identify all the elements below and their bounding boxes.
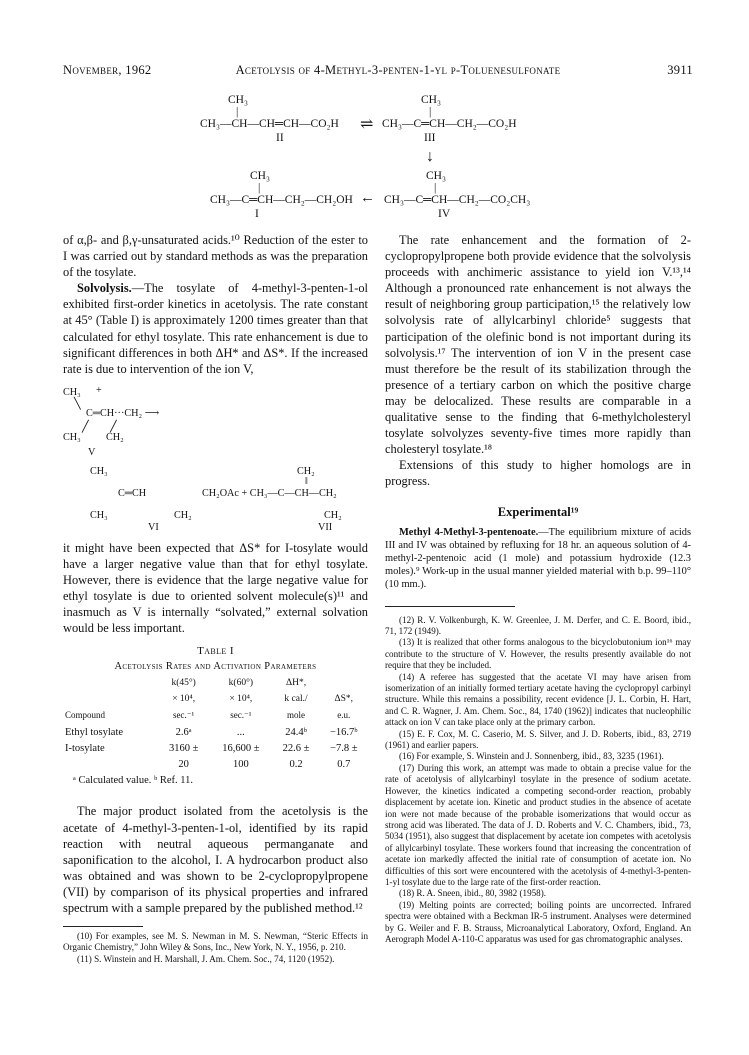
table-header-cell: ΔS*, xyxy=(334,693,354,704)
table-title: Table I xyxy=(197,644,234,657)
ionV-ch2: CH₂ xyxy=(106,432,124,443)
footnote-19: (19) Melting points are corrected; boiling points are uncorrected. Infrared spectra were obtained with a Beckman IR-5 instrument. Analyses were determined by G. Weiler and F. B. Strauss, Microanalytical Laboratory, Oxford, England. An Aerograph Model A-110-C apparatus was used for gas chromatographic analyses. xyxy=(385,899,691,944)
right-paragraph-2: Extensions of this study to higher homologs are in progress. xyxy=(385,458,691,489)
table-cell: −16.7ᵇ xyxy=(330,727,358,739)
bond-line: ╲ xyxy=(74,398,81,410)
II-methyl: CH₃ xyxy=(228,94,248,106)
footnote-18: (18) R. A. Sneen, ibid., 80, 3982 (1958). xyxy=(399,888,547,899)
footnote-10: (10) For examples, see M. S. Newman in M. S. Newman, “Steric Effects in Organic Chemistry,” John Wiley & Sons, Inc., New York, N. Y., 1956, p. 210. xyxy=(63,931,368,953)
footnote-17: (17) During this work, an attempt was made to obtain a precise value for the rate of acetolysis of allylcarbinyl tosylate in the presence of sodium acetate. However, the kinetics indicated a competing second-order reaction, probably displacement by acetate ion. Kinetic and product studies in the absence of acetate ion were not made because of the probable isomerizations that would occur as strong acid was liberated. The data of J. D. Roberts and V. C. Chambers, ibid., 73, 5034 (1951), also suggest that displacement by acetate ion competes with acetolysis of allylcarbinyl tosylate. These workers found that increasing the concentration of acetate ion markedly affected the initial rate of consumption of acetate ion. No difficulties of this sort were encountered with the acetolysis of 4-methyl-3-penten-1-yl tosylate due to the large rate of the first-order reaction. xyxy=(385,762,691,887)
experimental-paragraph xyxy=(385,526,691,592)
compound-III-chain: CH₃—C═CH—CH₂—CO₂H xyxy=(382,118,517,130)
VI-ch3-b: CH₃ xyxy=(90,510,108,521)
VI-VII-main: CH₂OAc + CH₃—C—CH—CH₂ xyxy=(202,488,337,499)
table-cell: 16,600 ± xyxy=(222,743,260,755)
III-methyl: CH₃ xyxy=(421,94,441,106)
table-I xyxy=(63,643,368,790)
right-column xyxy=(385,232,691,945)
table-cell xyxy=(63,757,158,773)
compound-II-chain: CH₃—CH—CH═CH—CO₂H xyxy=(200,118,339,130)
table-row xyxy=(63,725,368,741)
compound-I-label: I xyxy=(255,208,259,220)
footnote-12: (12) R. V. Volkenburgh, K. W. Greenlee, J. M. Derfer, and C. E. Boord, ibid., 71, 172 (1949). xyxy=(385,614,691,637)
header-date: November, 1962 xyxy=(63,63,152,77)
compound-IV-label: IV xyxy=(438,208,451,220)
left-column xyxy=(63,232,368,377)
table-footnote: ᵃ Calculated value. ᵇ Ref. 11. xyxy=(73,775,194,787)
bond-line: ╱ xyxy=(82,421,89,433)
ionV-ch3-a: CH₃ xyxy=(63,387,81,398)
table-header-row xyxy=(63,707,368,723)
IV-methyl: CH₃ xyxy=(426,170,446,182)
table-cell: 100 xyxy=(232,759,249,771)
compound-II-label: II xyxy=(276,132,284,144)
table-header-cell: mole xyxy=(287,709,306,720)
footnote-15: (15) E. F. Cox, M. C. Caserio, M. S. Silver, and J. D. Roberts, ibid., 83, 2719 (1961) and earlier papers. xyxy=(385,728,691,751)
table-cell: 3160 ± xyxy=(168,743,199,755)
reduction-arrow: ← xyxy=(360,190,375,206)
table-header-cell: × 10⁴, xyxy=(172,693,196,704)
table-header-cell: k(45°) xyxy=(171,677,196,688)
footnote-16: (16) For example, S. Winstein and J. Sonnenberg, ibid., 83, 3235 (1961). xyxy=(399,751,664,762)
VII-ch2-ring: CH₂ xyxy=(324,510,342,521)
left-column-lower xyxy=(63,540,368,965)
experimental-text: —The equilibrium mixture of acids III and IV was obtained by refluxing for 18 hr. an aqueous solution of 4-methyl-2-pentenoic acid (1 mole) and potassium hydroxide (12.3 moles).⁹ Work-up in the usual manner yielded material with b.p. 99–110° (10 mm.). xyxy=(385,526,691,591)
table-cell: 0.7 xyxy=(337,759,351,771)
reaction-scheme xyxy=(170,92,590,222)
table-header-cell: Compound xyxy=(65,709,106,720)
bond-line: | xyxy=(434,182,437,194)
VII-ch2-top: CH₂ xyxy=(297,466,315,477)
ionV-center: C═CH···CH₂ ⟶ xyxy=(86,408,160,419)
table-cell: 20 xyxy=(178,759,189,771)
left-paragraph-3: it might have been expected that ΔS* for I-tosylate would have a larger negative value than that for ethyl tosylate. However, there is evidence that the large negative value for ethyl tosylate is due to oriented solvent molecule(s)¹¹ and inasmuch as V is internally “solvated,” external solvation would be less important. xyxy=(63,541,368,636)
table-cell: ... xyxy=(236,727,245,739)
footnote-rule xyxy=(63,926,143,927)
table-header-cell xyxy=(63,691,158,707)
header-title: Acetolysis of 4-Methyl-3-penten-1-yl p-Toluenesulfonate xyxy=(235,63,561,77)
I-methyl: CH₃ xyxy=(250,170,270,182)
table-header-cell: e.u. xyxy=(337,709,351,720)
table-header-cell: sec.⁻¹ xyxy=(230,709,252,720)
solvolysis-text: —The tosylate of 4-methyl-3-penten-1-ol exhibited first-order kinetics in acetolysis. The rate constant at 45° (Table I) is approximately 1200 times greater than that calculated for ethyl tosylate. This rate enhancement is due to significant differences in both ΔH* and ΔS*. If the increased rate is due to intervention of the ion V, xyxy=(63,281,368,376)
compound-VII-label: VII xyxy=(318,522,333,533)
bond-line: ‖ xyxy=(305,476,308,487)
table-header-cell: sec.⁻¹ xyxy=(173,709,195,720)
table-header-row xyxy=(63,691,368,707)
VI-ch3-a: CH₃ xyxy=(90,466,108,477)
experimental-heading: Experimental¹⁹ xyxy=(497,504,579,519)
table-header-row xyxy=(63,675,368,691)
running-header xyxy=(63,63,693,81)
down-arrow: ↓ xyxy=(426,148,434,165)
table-row xyxy=(63,741,368,757)
VI-ch2: CH₂ xyxy=(174,510,192,521)
footnote-14: (14) A referee has suggested that the acetate VI may have arisen from isomerization of an initially formed tertiary acetate having the cyclopropyl carbinyl structure. While this remains a possibility, recent evidence [J. L. Corbin, H. Hart, and C. R. Wagner, J. Am. Chem. Soc., 84, 1740 (1962)] indicates that nucleophilic attack on ion V can take place only at the primary carbon. xyxy=(385,671,691,728)
ionV-plus: + xyxy=(96,385,102,396)
compound-IV-chain: CH₃—C═CH—CH₂—CO₂CH₃ xyxy=(384,194,531,206)
table-header-cell: k(60°) xyxy=(228,677,254,688)
right-paragraph-1: The rate enhancement and the formation of 2-cyclopropylpropene both provide evidence that the solvolysis proceeds with anchimeric assistance to yield ion V.¹³,¹⁴ Although a pronounced rate enhancement is not always the result of neighboring group participation,¹⁵ the relatively low solvolysis rate of allylcarbinyl chloride⁵ suggests that participation of the olefinic bond is not important during its solvolysis.¹⁷ The intervention of ion V in the present case must therefore be the result of its stabilization through the presence of a tertiary carbon on which the positive charge may be delocalized. These results are comparable in a qualitative sense to the finding that 6-methylcholesteryl tosylate solvolyzes seventy-five times more rapidly than cholesteryl tosylate.¹⁸ xyxy=(385,233,691,457)
left-paragraph-4: The major product isolated from the acetolysis is the acetate of 4-methyl-3-penten-1-ol, identified by its rapid reaction with neutral aqueous permanganate and saponification to the alcohol, I. A hydrocarbon product also was obtained and was shown to be 2-cyclopropylpropene (VII) by comparison of its physical properties and infrared spectrum with a sample prepared by the published method.¹² xyxy=(63,804,368,915)
table-header-cell xyxy=(63,675,158,691)
table-subtitle: Acetolysis Rates and Activation Parameters xyxy=(114,660,317,672)
footnote-11: (11) S. Winstein and H. Marshall, J. Am. Chem. Soc., 74, 1120 (1952). xyxy=(77,953,335,964)
solvolysis-heading: Solvolysis. xyxy=(77,281,132,296)
footnote-rule xyxy=(385,606,515,607)
left-paragraph-1: of α,β- and β,γ-unsaturated acids.¹⁰ Reduction of the ester to I was carried out by standard methods as was the preparation of the tosylate. xyxy=(63,233,368,280)
table-header-cell: ΔH*, xyxy=(285,677,307,688)
table-cell: 24.4ᵇ xyxy=(285,727,307,739)
table-row xyxy=(63,757,368,773)
ionV-ch3-b: CH₃ xyxy=(63,432,81,443)
table-I-grid xyxy=(63,675,368,774)
table-header-cell: k cal./ xyxy=(284,693,308,704)
table-cell: I-tosylate xyxy=(65,743,105,755)
page-number: 3911 xyxy=(667,63,693,77)
VI-c-ch: C═CH xyxy=(118,488,147,499)
table-cell: 0.2 xyxy=(289,759,303,771)
bond-line: | xyxy=(429,106,432,118)
bond-line: | xyxy=(236,106,239,118)
table-cell: 2.6ᵃ xyxy=(175,727,192,739)
table-cell: 22.6 ± xyxy=(282,743,310,755)
table-cell: Ethyl tosylate xyxy=(65,727,124,739)
experimental-subhead: Methyl 4-Methyl-3-pentenoate. xyxy=(399,526,539,538)
compound-I-chain: CH₃—C═CH—CH₂—CH₂OH xyxy=(210,194,353,206)
table-cell: −7.8 ± xyxy=(330,743,358,755)
compound-III-label: III xyxy=(424,132,436,144)
bond-line: ╱ xyxy=(110,421,117,433)
table-header-cell: × 10⁴, xyxy=(229,693,253,704)
ionV-label: V xyxy=(88,447,96,458)
table-header-cell xyxy=(320,675,368,691)
bond-line: | xyxy=(258,182,261,194)
equilibrium-arrow: ⇌ xyxy=(360,116,374,133)
solvolysis-paragraph xyxy=(63,280,368,377)
compound-VI-label: VI xyxy=(148,522,159,533)
footnote-13: (13) It is realized that other forms analogous to the bicyclobutonium ion¹⁶ may contribute to the structure of V. However, the results presently available do not require that they be included. xyxy=(385,637,691,671)
